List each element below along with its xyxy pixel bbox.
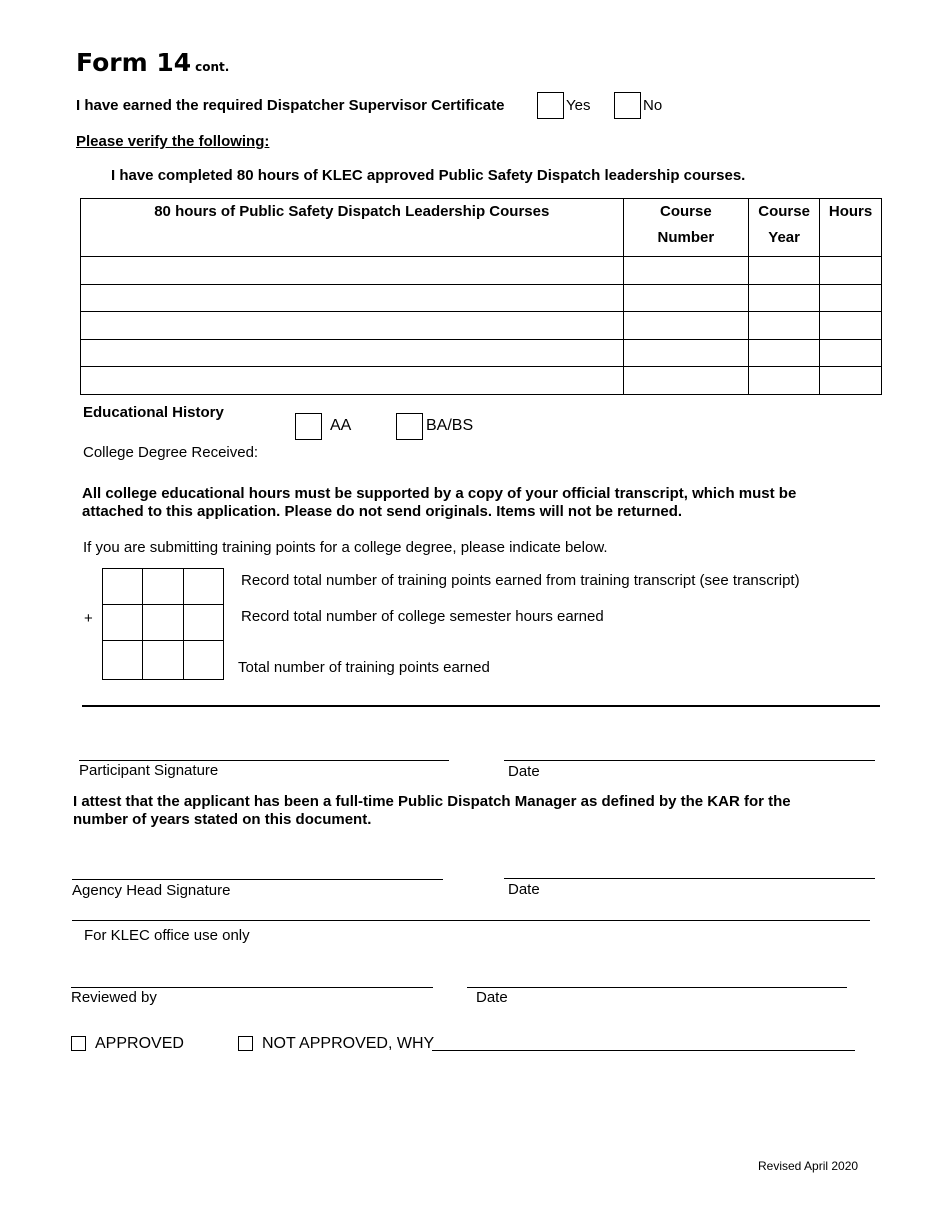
verify-heading: Please verify the following: <box>76 133 270 150</box>
transcript-notice-line1: All college educational hours must be supported by a copy of your official transcript, which must be <box>82 485 797 502</box>
transcript-notice-line2: attached to this application. Please do not send originals. Items will not be returned. <box>82 503 683 520</box>
grid-row-semester-hours <box>103 605 224 641</box>
table-row <box>81 284 882 312</box>
digit-box[interactable] <box>183 641 223 680</box>
course-hours-cell[interactable] <box>820 339 882 367</box>
digit-box[interactable] <box>103 569 143 605</box>
attestation-line2: number of years stated on this document. <box>73 811 372 828</box>
reviewed-by-line[interactable] <box>71 987 433 988</box>
table-row <box>81 312 882 340</box>
course-name-cell[interactable] <box>81 312 624 340</box>
table-row <box>81 367 882 395</box>
degree-babs-checkbox[interactable] <box>396 413 423 440</box>
course-name-header-text: 80 hours of Public Safety Dispatch Leadership Courses <box>154 203 550 220</box>
section-divider <box>82 705 880 707</box>
review-date-line[interactable] <box>467 987 847 988</box>
leadership-courses-table <box>80 198 882 395</box>
course-year-cell[interactable] <box>749 312 820 340</box>
digit-box[interactable] <box>183 569 223 605</box>
form-title-text: Form 14 <box>76 48 192 77</box>
college-degree-label: College Degree Received: <box>83 444 259 461</box>
course-name-cell[interactable] <box>81 367 624 395</box>
no-label: No <box>643 97 663 114</box>
hours-header-text: Hours <box>828 203 873 220</box>
course-year-header-line2: Year <box>768 229 800 246</box>
course-name-cell[interactable] <box>81 284 624 312</box>
course-hours-cell[interactable] <box>820 284 882 312</box>
digit-box[interactable] <box>143 605 183 641</box>
degree-aa-checkbox[interactable] <box>295 413 322 440</box>
course-year-cell[interactable] <box>749 367 820 395</box>
approved-label: APPROVED <box>95 1035 184 1052</box>
course-hours-cell[interactable] <box>820 367 882 395</box>
transcript-points-label: Record total number of training points earned from training transcript (see transcript) <box>241 572 800 589</box>
digit-box[interactable] <box>143 569 183 605</box>
course-number-cell[interactable] <box>623 339 749 367</box>
supervisor-cert-no-checkbox[interactable] <box>614 92 641 119</box>
course-year-header <box>749 199 820 257</box>
course-number-header <box>623 199 749 257</box>
grid-row-transcript-points <box>103 569 224 605</box>
agency-date-label: Date <box>508 881 540 898</box>
table-row <box>81 257 882 285</box>
course-number-cell[interactable] <box>623 257 749 285</box>
approved-checkbox[interactable] <box>71 1036 86 1051</box>
aa-label: AA <box>330 417 352 434</box>
yes-label: Yes <box>566 97 591 114</box>
course-number-cell[interactable] <box>623 367 749 395</box>
hours-header <box>820 199 882 257</box>
course-number-cell[interactable] <box>623 284 749 312</box>
course-name-cell[interactable] <box>81 257 624 285</box>
supervisor-cert-yes-checkbox[interactable] <box>537 92 564 119</box>
participant-signature-label: Participant Signature <box>79 762 219 779</box>
total-points-label: Total number of training points earned <box>238 659 490 676</box>
agency-date-line[interactable] <box>504 878 875 879</box>
not-approved-reason-line[interactable] <box>432 1050 855 1051</box>
digit-box[interactable] <box>183 605 223 641</box>
participant-signature-line[interactable] <box>79 760 449 761</box>
not-approved-checkbox[interactable] <box>238 1036 253 1051</box>
babs-label: BA/BS <box>426 417 474 434</box>
plus-sign: + <box>84 610 93 627</box>
office-use-divider <box>72 920 870 921</box>
course-year-cell[interactable] <box>749 339 820 367</box>
attestation-line1: I attest that the applicant has been a full-time Public Dispatch Manager as defined by the KAR for the <box>73 793 791 810</box>
agency-head-signature-line[interactable] <box>72 879 443 880</box>
review-date-label: Date <box>476 989 508 1006</box>
grid-row-total-points <box>103 641 224 680</box>
agency-head-signature-label: Agency Head Signature <box>72 882 231 899</box>
digit-box[interactable] <box>143 641 183 680</box>
leadership-statement: I have completed 80 hours of KLEC approved Public Safety Dispatch leadership courses. <box>111 167 746 184</box>
course-number-header-line2: Number <box>657 229 715 246</box>
table-row <box>81 339 882 367</box>
form-title-suffix: cont. <box>195 60 230 74</box>
participant-date-label: Date <box>508 763 540 780</box>
not-approved-label: NOT APPROVED, WHY <box>262 1035 435 1052</box>
course-name-cell[interactable] <box>81 339 624 367</box>
supervisor-cert-question: I have earned the required Dispatcher Supervisor Certificate <box>76 97 505 114</box>
form-title <box>76 48 229 77</box>
reviewed-by-label: Reviewed by <box>71 989 157 1006</box>
course-year-cell[interactable] <box>749 284 820 312</box>
office-use-heading: For KLEC office use only <box>84 927 250 944</box>
educational-history-heading: Educational History <box>83 404 224 421</box>
course-number-header-line1: Course <box>660 203 712 220</box>
table-header-row <box>81 199 882 257</box>
course-hours-cell[interactable] <box>820 312 882 340</box>
digit-box[interactable] <box>103 605 143 641</box>
course-hours-cell[interactable] <box>820 257 882 285</box>
participant-date-line[interactable] <box>504 760 875 761</box>
course-number-cell[interactable] <box>623 312 749 340</box>
course-name-header <box>81 199 624 257</box>
training-points-grid <box>102 568 224 680</box>
course-year-header-line1: Course <box>758 203 810 220</box>
semester-hours-label: Record total number of college semester hours earned <box>241 608 604 625</box>
training-points-instruction: If you are submitting training points for a college degree, please indicate below. <box>83 539 608 556</box>
revised-date: Revised April 2020 <box>758 1159 859 1173</box>
digit-box[interactable] <box>103 641 143 680</box>
course-year-cell[interactable] <box>749 257 820 285</box>
